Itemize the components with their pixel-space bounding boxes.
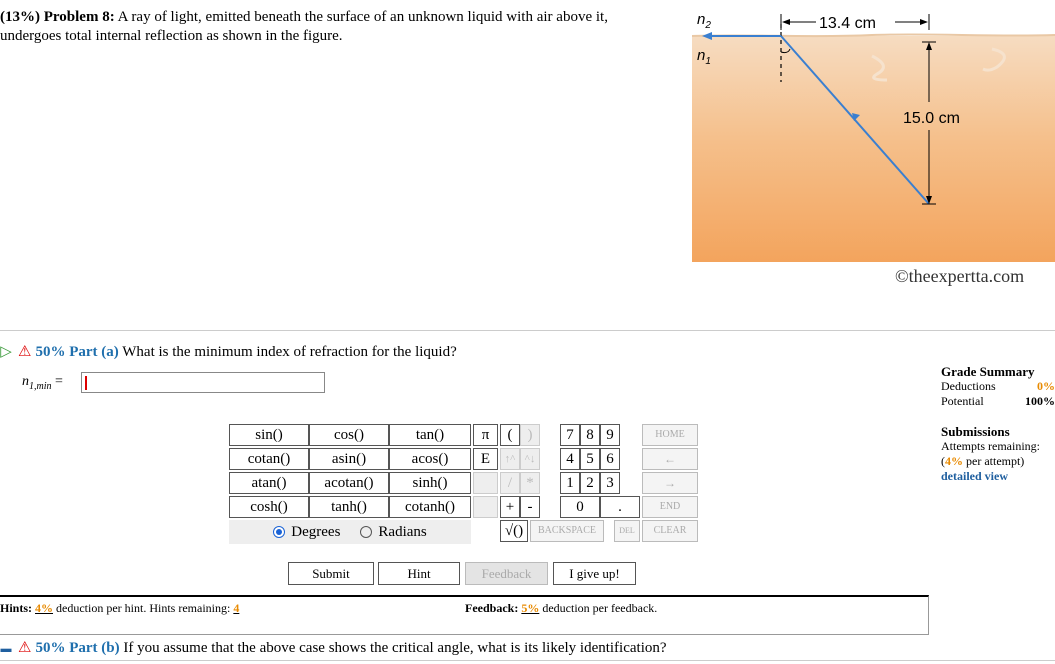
rparen-button[interactable]: ) bbox=[520, 424, 540, 446]
variable-label: $n_{1,min}$ = bbox=[22, 374, 63, 392]
liquid-region bbox=[692, 36, 1055, 262]
give-up-button[interactable]: I give up! bbox=[553, 562, 636, 585]
hint-button[interactable]: Hint bbox=[378, 562, 460, 585]
backspace-button[interactable]: BACKSPACE bbox=[530, 520, 604, 542]
hints-info: Hints: 4% deduction per hint. Hints remaining: 4 bbox=[0, 601, 240, 615]
cos-button[interactable]: cos() bbox=[309, 424, 389, 446]
minus-button[interactable]: - bbox=[520, 496, 540, 518]
feedback-button[interactable]: Feedback bbox=[465, 562, 548, 585]
problem-label: Problem 8: bbox=[43, 9, 115, 25]
asin-button[interactable]: asin() bbox=[309, 448, 389, 470]
pi-button[interactable]: π bbox=[473, 424, 498, 446]
answer-input[interactable] bbox=[81, 372, 325, 393]
digit-5[interactable]: 5 bbox=[580, 448, 600, 470]
n1-label: $n_1$ bbox=[697, 47, 711, 67]
bottom-divider bbox=[0, 660, 1055, 661]
problem-figure bbox=[692, 4, 1055, 262]
expand-triangle-icon[interactable]: ▷ bbox=[0, 344, 12, 360]
digit-9[interactable]: 9 bbox=[600, 424, 620, 446]
end-button[interactable]: END bbox=[642, 496, 698, 518]
clear-button[interactable]: CLEAR bbox=[642, 520, 698, 542]
depth-label: 15.0 cm bbox=[903, 110, 960, 127]
detailed-view-link[interactable]: detailed view bbox=[941, 469, 1008, 483]
power-down-button[interactable]: ^↓ bbox=[520, 448, 540, 470]
potential-value: 100% bbox=[1025, 394, 1055, 408]
degrees-radio[interactable] bbox=[273, 526, 285, 538]
part-a-question: What is the minimum index of refraction for the liquid? bbox=[122, 344, 457, 360]
submissions-title: Submissions bbox=[941, 424, 1010, 439]
angle-mode-row bbox=[229, 520, 471, 544]
acos-button[interactable]: acos() bbox=[389, 448, 471, 470]
width-arrow-right bbox=[920, 19, 928, 25]
acotan-button[interactable]: acotan() bbox=[309, 472, 389, 494]
warning-icon-b: ⚠ bbox=[18, 640, 32, 656]
part-a-percent: 50% Part (a) bbox=[35, 344, 119, 360]
text-cursor bbox=[85, 376, 87, 390]
problem-statement bbox=[0, 8, 660, 46]
plus-button[interactable]: + bbox=[500, 496, 520, 518]
n2-label: $n_2$ bbox=[697, 11, 711, 31]
tanh-button[interactable]: tanh() bbox=[309, 496, 389, 518]
attempts-remaining: Attempts remaining: bbox=[941, 439, 1040, 453]
feedback-info: Feedback: 5% deduction per feedback. bbox=[465, 601, 658, 615]
width-label: 13.4 cm bbox=[819, 15, 876, 32]
digit-4[interactable]: 4 bbox=[560, 448, 580, 470]
tan-button[interactable]: tan() bbox=[389, 424, 471, 446]
decimal-button[interactable]: . bbox=[600, 496, 640, 518]
power-up-button[interactable]: ↑^ bbox=[500, 448, 520, 470]
e-button[interactable]: E bbox=[473, 448, 498, 470]
warning-icon: ⚠ bbox=[18, 344, 32, 360]
digit-1[interactable]: 1 bbox=[560, 472, 580, 494]
digit-8[interactable]: 8 bbox=[580, 424, 600, 446]
hints-feedback-bar bbox=[0, 595, 929, 635]
atan-button[interactable]: atan() bbox=[229, 472, 309, 494]
del-button[interactable]: DEL bbox=[614, 520, 640, 542]
deductions-value: 0% bbox=[1037, 379, 1055, 393]
copyright-text: ©theexpertta.com bbox=[895, 266, 1025, 286]
part-b-title bbox=[0, 638, 667, 657]
problem-weight: (13%) bbox=[0, 9, 40, 25]
home-button[interactable]: HOME bbox=[642, 424, 698, 446]
part-b-percent: 50% Part (b) bbox=[35, 640, 120, 656]
cotan-button[interactable]: cotan() bbox=[229, 448, 309, 470]
left-arrow-button[interactable]: ← bbox=[642, 448, 698, 470]
attempt-deduction: (4% per attempt) bbox=[941, 454, 1025, 468]
part-b-question: If you assume that the above case shows the critical angle, what is its likely identification? bbox=[123, 640, 667, 656]
grade-summary bbox=[941, 364, 1055, 484]
lparen-button[interactable]: ( bbox=[500, 424, 520, 446]
sin-button[interactable]: sin() bbox=[229, 424, 309, 446]
digit-7[interactable]: 7 bbox=[560, 424, 580, 446]
potential-label: Potential bbox=[941, 394, 984, 408]
digit-6[interactable]: 6 bbox=[600, 448, 620, 470]
digit-0[interactable]: 0 bbox=[560, 496, 600, 518]
sinh-button[interactable]: sinh() bbox=[389, 472, 471, 494]
section-divider bbox=[0, 330, 1055, 331]
right-arrow-button[interactable]: → bbox=[642, 472, 698, 494]
deductions-label: Deductions bbox=[941, 379, 996, 393]
radians-radio[interactable] bbox=[360, 526, 372, 538]
part-a-title bbox=[0, 342, 457, 361]
sqrt-button[interactable]: √() bbox=[500, 520, 528, 542]
cotanh-button[interactable]: cotanh() bbox=[389, 496, 471, 518]
width-arrow-left bbox=[782, 19, 790, 25]
cosh-button[interactable]: cosh() bbox=[229, 496, 309, 518]
digit-2[interactable]: 2 bbox=[580, 472, 600, 494]
multiply-button[interactable]: * bbox=[520, 472, 540, 494]
digit-3[interactable]: 3 bbox=[600, 472, 620, 494]
radians-label: Radians bbox=[378, 523, 427, 540]
problem-body: A ray of light, emitted beneath the surface of an unknown liquid with air above it, undergoes total internal reflection as shown in the figure. bbox=[0, 9, 608, 44]
divide-button[interactable]: / bbox=[500, 472, 520, 494]
grade-summary-title: Grade Summary bbox=[941, 364, 1035, 379]
collapse-icon[interactable]: ▬ bbox=[0, 643, 12, 655]
blank-key-2 bbox=[473, 496, 498, 518]
degrees-label: Degrees bbox=[291, 523, 341, 540]
submit-button[interactable]: Submit bbox=[288, 562, 374, 585]
blank-key bbox=[473, 472, 498, 494]
